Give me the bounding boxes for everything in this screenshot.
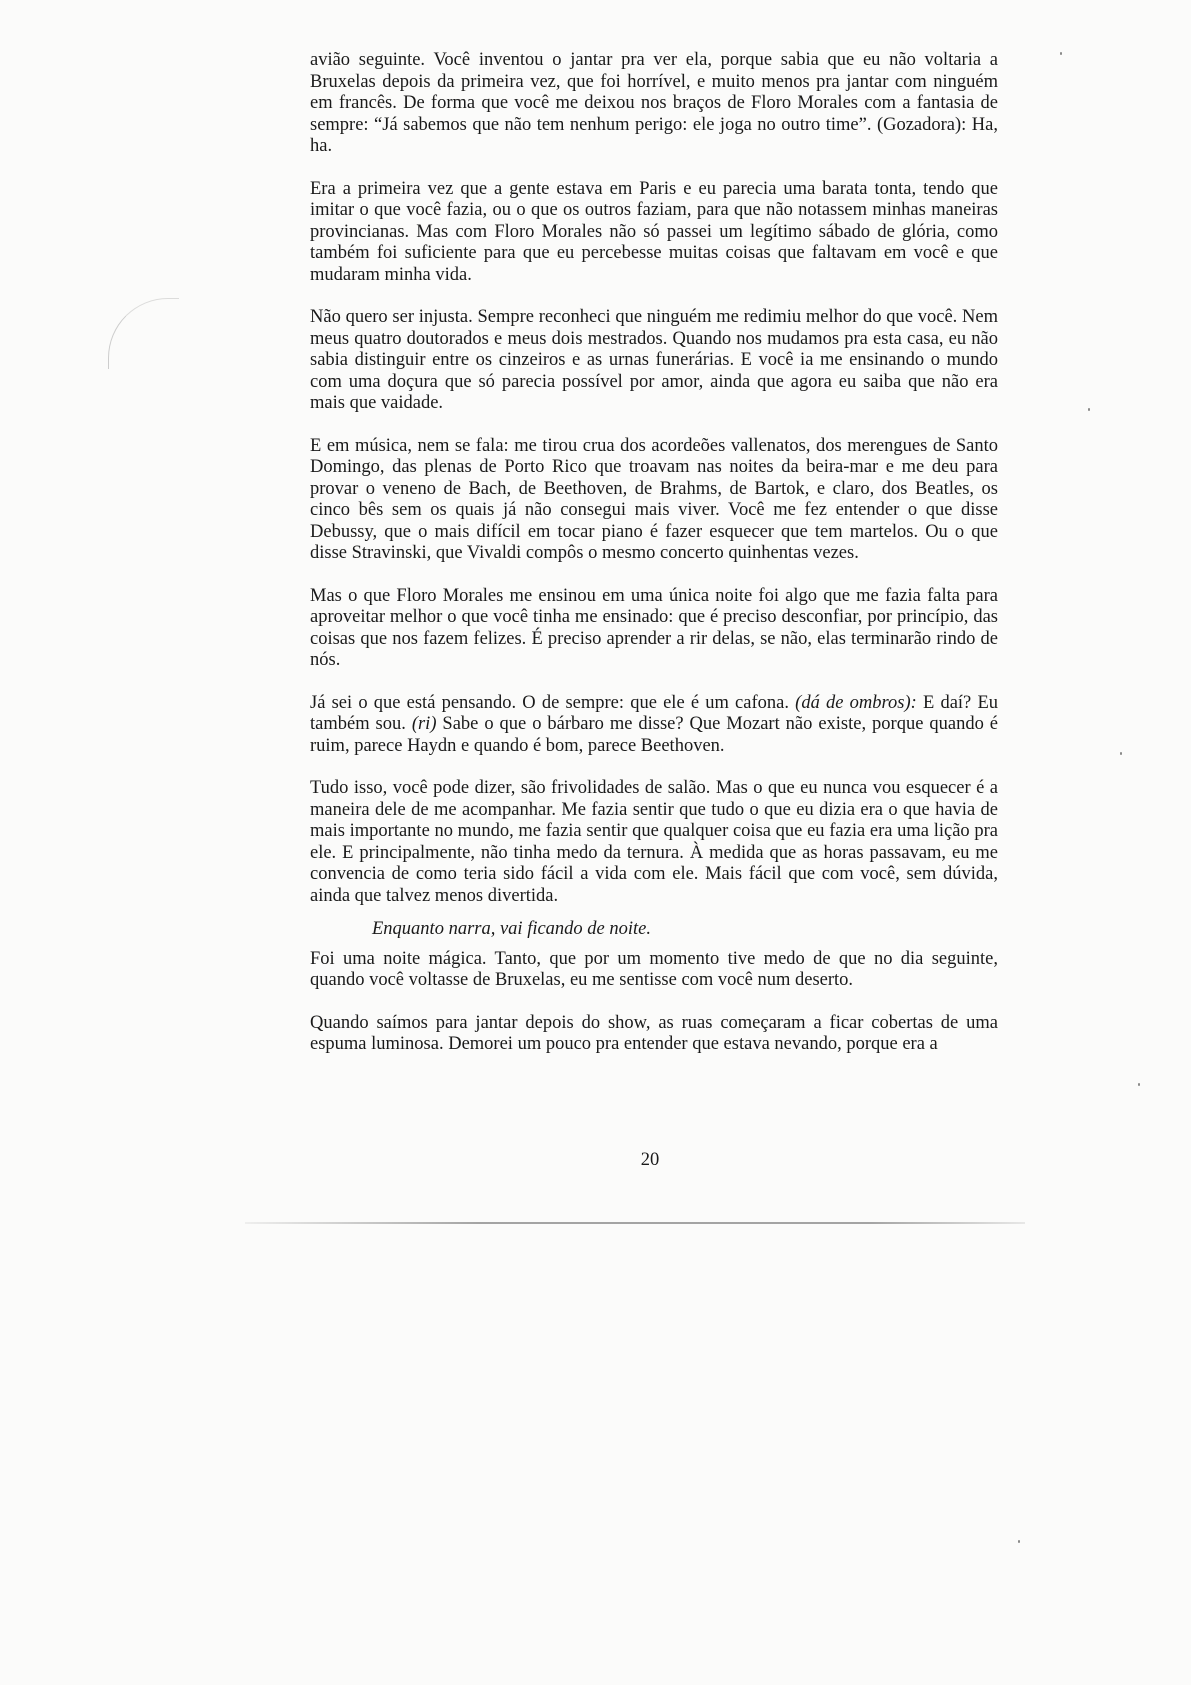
page-number: 20 <box>640 1150 660 1170</box>
paragraph-8: Foi uma noite mágica. Tanto, que por um momento tive medo de que no dia seguinte, quando você voltasse de Bruxelas, eu me sentisse com você num deserto. <box>310 948 998 990</box>
paragraph-7: Tudo isso, você pode dizer, são frivolidades de salão. Mas o que eu nunca vou esquecer é a maneira dele de me acompanhar. Me fazia sentir que tudo o que eu dizia era o que havia de mais importante no mundo, me fazia sentir que qualquer coisa que eu fazia era uma lição pra ele. E principalmente, não tinha medo da ternura. À medida que as horas passavam, eu me convencia de como teria sido fácil a vida com ele. Mais fácil que com você, sem dúvida, ainda que talvez menos divertida. <box>310 778 998 906</box>
paragraph-6-text-b: E daí? Eu também sou. <box>310 692 999 734</box>
scan-speck <box>1018 1540 1020 1543</box>
scan-speck <box>1120 752 1122 755</box>
stage-note-shrug: (dá de ombros): <box>795 692 917 713</box>
paragraph-5: Mas o que Floro Morales me ensinou em uma única noite foi algo que me fazia falta para aproveitar melhor o que você tinha me ensinado: que é preciso desconfiar, por princípio, das coisas que nos fazem felizes. É preciso aprender a rir delas, se não, elas terminarão rindo de nós. <box>310 585 998 670</box>
scan-speck <box>1060 52 1062 55</box>
paragraph-6 <box>310 693 998 758</box>
page-bottom-edge <box>245 1222 1025 1224</box>
stage-direction: Enquanto narra, vai ficando de noite. <box>372 919 652 939</box>
scan-speck <box>1088 408 1090 411</box>
scan-speck <box>1138 1083 1140 1086</box>
paragraph-9: Quando saímos para jantar depois do show, as ruas começaram a ficar cobertas de uma espuma luminosa. Demorei um pouco pra entender que estava nevando, porque era a <box>310 1012 998 1054</box>
scan-artifact-arc <box>108 298 179 369</box>
paragraph-2: Era a primeira vez que a gente estava em Paris e eu parecia uma barata tonta, tendo que imitar o que você fazia, ou o que os outros faziam, para que não notassem minhas maneiras provincianas. Mas com Floro Morales não só passei um legítimo sábado de glória, como também foi suficiente para que eu percebesse muitas coisas que faltavam em você e que mudaram minha vida. <box>310 178 998 285</box>
paragraph-6-text-c: Sabe o que o bárbaro me disse? Que Mozart não existe, porque quando é ruim, parece Haydn e quando é bom, parece Beethoven. <box>310 714 998 756</box>
paragraph-1: avião seguinte. Você inventou o jantar pra ver ela, porque sabia que eu não voltaria a Bruxelas depois da primeira vez, que foi horrível, e muito menos pra jantar com ninguém em francês. De forma que você me deixou nos braços de Floro Morales com a fantasia de sempre: “Já sabemos que não tem nenhum perigo: ele joga no outro time”. (Gozadora): Ha, ha. <box>310 50 998 156</box>
paragraph-4: E em música, nem se fala: me tirou crua dos acordeões vallenatos, dos merengues de Santo Domingo, das plenas de Porto Rico que troavam nas noites da beira-mar e me deu para provar o veneno de Bach, de Beethoven, de Brahms, de Bartok, e claro, dos Beatles, os cinco bês sem os quais já não consegui mais viver. Você me fez entender o que disse Debussy, que o mais difícil em tocar piano é fazer esquecer que tem martelos. Ou o que disse Stravinski, que Vivaldi compôs o mesmo concerto quinhentas vezes. <box>310 435 998 563</box>
paragraph-3: Não quero ser injusta. Sempre reconheci que ninguém me redimiu melhor do que você. Nem meus quatro doutorados e meus dois mestrados. Quando nos mudamos pra esta casa, eu não sabia distinguir entre os cinzeiros e as urnas funerárias. E você ia me ensinando o mundo com uma doçura que só parecia possível por amor, ainda que agora eu saiba que não era mais que vaidade. <box>310 307 998 413</box>
paragraph-6-text-a: Já sei o que está pensando. O de sempre: que ele é um cafona. <box>310 692 796 713</box>
page-body <box>310 50 998 1077</box>
stage-note-laughs: (ri) <box>411 714 437 734</box>
